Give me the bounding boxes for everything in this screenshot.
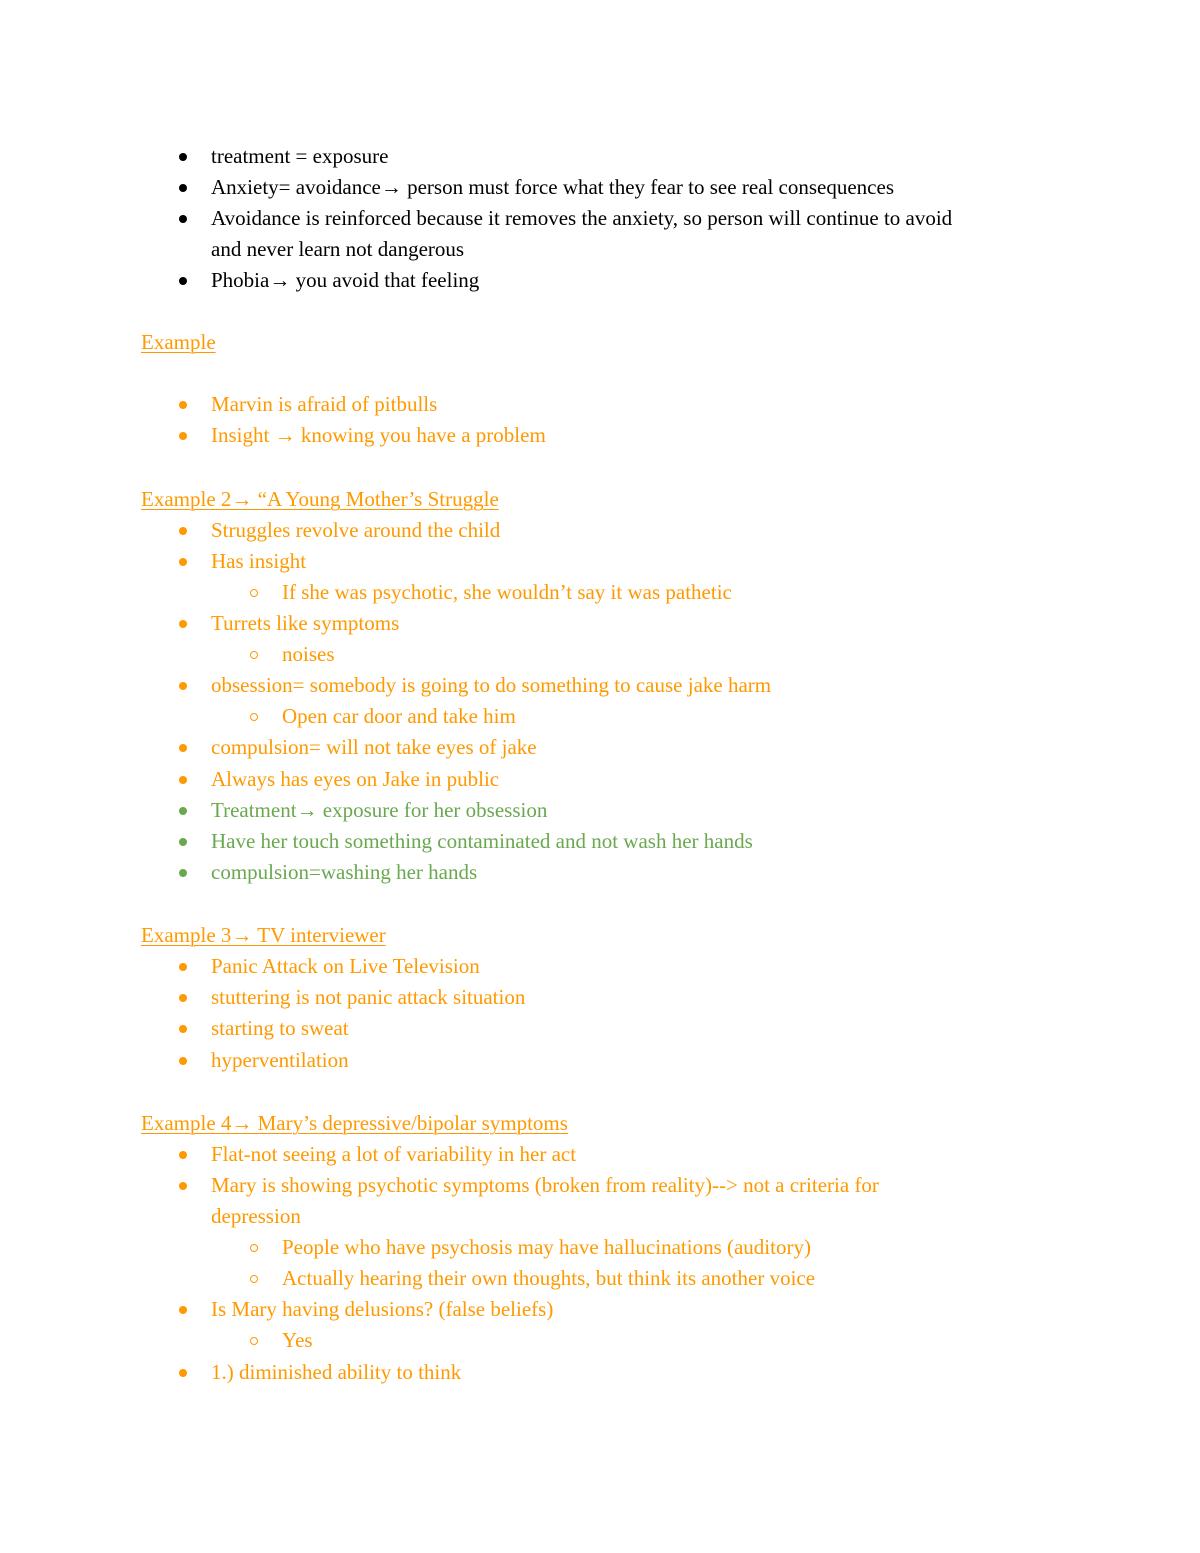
sub-bullet-icon [250, 651, 258, 659]
bullet-icon [179, 432, 187, 440]
list-item: Insight → knowing you have a problem [211, 423, 546, 447]
bullet-icon [179, 838, 187, 846]
sub-bullet-icon [250, 1337, 258, 1345]
bullet-icon [179, 1182, 187, 1190]
bullet-icon [179, 807, 187, 815]
bullet-icon [179, 1369, 187, 1377]
list-item: obsession= somebody is going to do something to cause jake harm [211, 673, 772, 697]
bullet-icon [179, 401, 187, 409]
list-item-continuation: and never learn not dangerous [211, 237, 465, 261]
bullet-icon [179, 184, 187, 192]
bullet-icon [179, 994, 187, 1002]
list-item: Turrets like symptoms [211, 611, 400, 635]
bullet-icon [179, 1025, 187, 1033]
sub-bullet-icon [250, 713, 258, 721]
sub-list-item: Open car door and take him [282, 704, 516, 728]
sub-list-item: If she was psychotic, she wouldn’t say it was pathetic [282, 580, 732, 604]
section-heading-example: Example [141, 330, 216, 354]
bullet-icon [179, 963, 187, 971]
list-item: Phobia→ you avoid that feeling [211, 268, 480, 292]
bullet-icon [179, 744, 187, 752]
bullet-icon [179, 869, 187, 877]
list-item: Flat-not seeing a lot of variability in her act [211, 1142, 577, 1166]
section-heading-example-2: Example 2→ “A Young Mother’s Struggle [141, 487, 499, 511]
list-item: Anxiety= avoidance→ person must force what they fear to see real consequences [211, 175, 894, 199]
sub-bullet-icon [250, 589, 258, 597]
list-item: Treatment→ exposure for her obsession [211, 798, 548, 822]
bullet-icon [179, 215, 187, 223]
list-item: hyperventilation [211, 1048, 349, 1072]
bullet-icon [179, 620, 187, 628]
list-item: compulsion=washing her hands [211, 860, 478, 884]
bullet-icon [179, 153, 187, 161]
list-item: Always has eyes on Jake in public [211, 767, 500, 791]
section-heading-example-3: Example 3→ TV interviewer [141, 923, 386, 947]
list-item: Is Mary having delusions? (false beliefs) [211, 1297, 554, 1321]
bullet-icon [179, 558, 187, 566]
sub-bullet-icon [250, 1275, 258, 1283]
list-item: stuttering is not panic attack situation [211, 985, 526, 1009]
list-item: Avoidance is reinforced because it removes the anxiety, so person will continue to avoid [211, 206, 953, 230]
bullet-icon [179, 1057, 187, 1065]
list-item: Mary is showing psychotic symptoms (broken from reality)--> not a criteria for [211, 1173, 879, 1197]
list-item: compulsion= will not take eyes of jake [211, 735, 537, 759]
sub-list-item: noises [282, 642, 335, 666]
bullet-icon [179, 1151, 187, 1159]
sub-bullet-icon [250, 1244, 258, 1252]
list-item: starting to sweat [211, 1016, 349, 1040]
sub-list-item: Actually hearing their own thoughts, but think its another voice [282, 1266, 816, 1290]
list-item: 1.) diminished ability to think [211, 1360, 462, 1384]
list-item: Marvin is afraid of pitbulls [211, 392, 438, 416]
list-item: Have her touch something contaminated and not wash her hands [211, 829, 753, 853]
list-item: Has insight [211, 549, 307, 573]
bullet-icon [179, 1306, 187, 1314]
bullet-icon [179, 776, 187, 784]
section-heading-example-4: Example 4→ Mary’s depressive/bipolar symptoms [141, 1111, 568, 1135]
sub-list-item: Yes [282, 1328, 313, 1352]
bullet-icon [179, 682, 187, 690]
bullet-icon [179, 527, 187, 535]
list-item: Panic Attack on Live Television [211, 954, 480, 978]
bullet-icon [179, 277, 187, 285]
list-item: Struggles revolve around the child [211, 518, 501, 542]
list-item: treatment = exposure [211, 144, 389, 168]
sub-list-item: People who have psychosis may have hallucinations (auditory) [282, 1235, 811, 1259]
list-item-continuation: depression [211, 1204, 301, 1228]
